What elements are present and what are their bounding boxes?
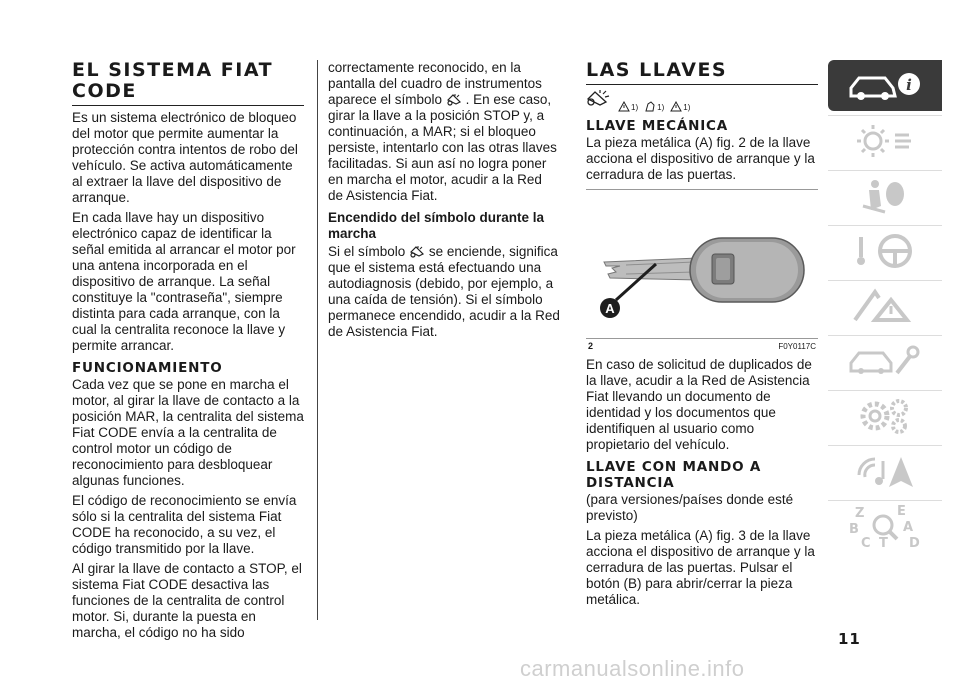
column-3 [586, 60, 818, 612]
tab-airbag[interactable] [828, 170, 942, 221]
paragraph: Si el símbolo se enciende, significa que el sistema está efectuando una autodiagnosis (debido, por ejemplo, a una caída de tensión). Si el símbolo permanece encendido, acudir a la Red de Asistencia Fiat. [328, 244, 560, 339]
fiat-code-warning-icon [446, 92, 466, 107]
gears-icon [845, 396, 925, 436]
paragraph: Cada vez que se pone en marcha el motor, al girar la llave de contacto a la posición MAR, la centralita del sistema Fiat CODE envía a la centralita de control motor un código de reconocimiento para desbloquear algunas funciones. [72, 377, 304, 488]
svg-text:B: B [849, 522, 859, 537]
airbag-icon [845, 176, 925, 216]
key-figure [586, 189, 818, 351]
tab-car-info[interactable] [828, 60, 942, 111]
callout-label-a: A [605, 301, 615, 316]
svg-text:E: E [897, 504, 906, 519]
paragraph: En cada llave hay un dispositivo electrónico capaz de identificar la señal emitida al arrancar el motor por una antena incorporada en el dispositivo de arranque. La señal constituye la "contraseña", siempre distinta para cada arranque, con la cual la centralita reconoce la llave y permite arrancar. [72, 210, 296, 353]
tab-multimedia[interactable] [828, 445, 942, 496]
note-warning-icon: 1) [670, 101, 690, 112]
svg-text:T: T [879, 536, 888, 549]
note-icon-row [586, 89, 818, 112]
paragraph: (para versiones/países donde esté previsto) [586, 492, 794, 523]
section-title-fiat-code: EL SISTEMA FIAT CODE [72, 60, 304, 106]
svg-text:i: i [906, 75, 912, 94]
tab-lights[interactable] [828, 115, 942, 166]
note-hand-icon: 1) [644, 101, 664, 112]
paragraph: El código de reconocimiento se envía sólo si la centralita del sistema Fiat CODE ha reconocido, a su vez, el código transmitido por la llave. [72, 493, 297, 556]
music-navigation-icon [845, 451, 925, 491]
heading-encendido: Encendido del símbolo durante la marcha [328, 210, 545, 241]
fiat-code-warning-icon [409, 244, 429, 259]
svg-text:D: D [909, 536, 920, 549]
heading-funcionamiento: FUNCIONAMIENTO [72, 360, 223, 376]
index-icon [845, 503, 925, 549]
paragraph: Al girar la llave de contacto a STOP, el sistema Fiat CODE desactiva las funciones de la centralita de control motor. Si, durante la puesta en marcha, el código no ha sido [72, 561, 302, 640]
tab-index[interactable] [828, 500, 942, 551]
tab-maintenance[interactable] [828, 335, 942, 386]
paragraph: correctamente reconocido, en la pantalla del cuadro de instrumentos aparece el símbolo . En ese caso, girar la llave a la posición STOP y, a continuación, a MAR; si el bloqueo persiste, intentarlo con las otras llaves facilitadas. Si aun así no logra poner en marcha el motor, acudir a la Red de Asistencia Fiat. [328, 60, 557, 203]
chapter-sidebar [828, 60, 942, 555]
column-2 [328, 60, 560, 344]
svg-text:C: C [861, 536, 871, 549]
svg-text:A: A [903, 520, 914, 535]
figure-code: F0Y0117C [778, 342, 816, 351]
car-wrench-icon [845, 341, 925, 381]
note-warning-icon: 1) [618, 101, 638, 112]
paragraph: La pieza metálica (A) fig. 3 de la llave acciona el dispositivo de arranque y la cerradura de las puertas. Pulsar el botón (B) para abrir/cerrar la pieza metálica. [586, 528, 815, 607]
paragraph: En caso de solicitud de duplicados de la llave, acudir a la Red de Asistencia Fiat llevando un documento de identidad y los documentos que identifiquen al usuario como propietario del vehículo. [586, 357, 812, 452]
tab-technical-data[interactable] [828, 390, 942, 441]
section-title-llaves: LAS LLAVES [586, 60, 818, 85]
heading-llave-mecanica: LLAVE MECÁNICA [586, 118, 728, 134]
column-divider [317, 60, 318, 620]
watermark: carmanualsonline.info [520, 656, 745, 681]
warning-triangle-icon [845, 286, 925, 326]
steering-wheel-icon [845, 231, 925, 271]
svg-text:Z: Z [855, 506, 865, 521]
column-1 [72, 60, 304, 645]
page-number: 11 [838, 630, 861, 648]
car-info-icon [845, 66, 925, 106]
paragraph: Es un sistema electrónico de bloqueo del motor que permite aumentar la protección contra intentos de robo del vehículo. Se activa automáticamente al extraer la llave del dispositivo de arranque. [72, 110, 298, 205]
key-warning-icon [586, 89, 612, 112]
lights-icon [845, 121, 925, 161]
heading-llave-mando: LLAVE CON MANDO A DISTANCIA [586, 459, 762, 491]
tab-starting-driving[interactable] [828, 225, 942, 276]
tab-emergency[interactable] [828, 280, 942, 331]
mechanical-key-illustration [586, 190, 818, 338]
figure-number: 2 [588, 341, 594, 351]
paragraph: La pieza metálica (A) fig. 2 de la llave acciona el dispositivo de arranque y la cerradura de las puertas. [586, 135, 815, 182]
